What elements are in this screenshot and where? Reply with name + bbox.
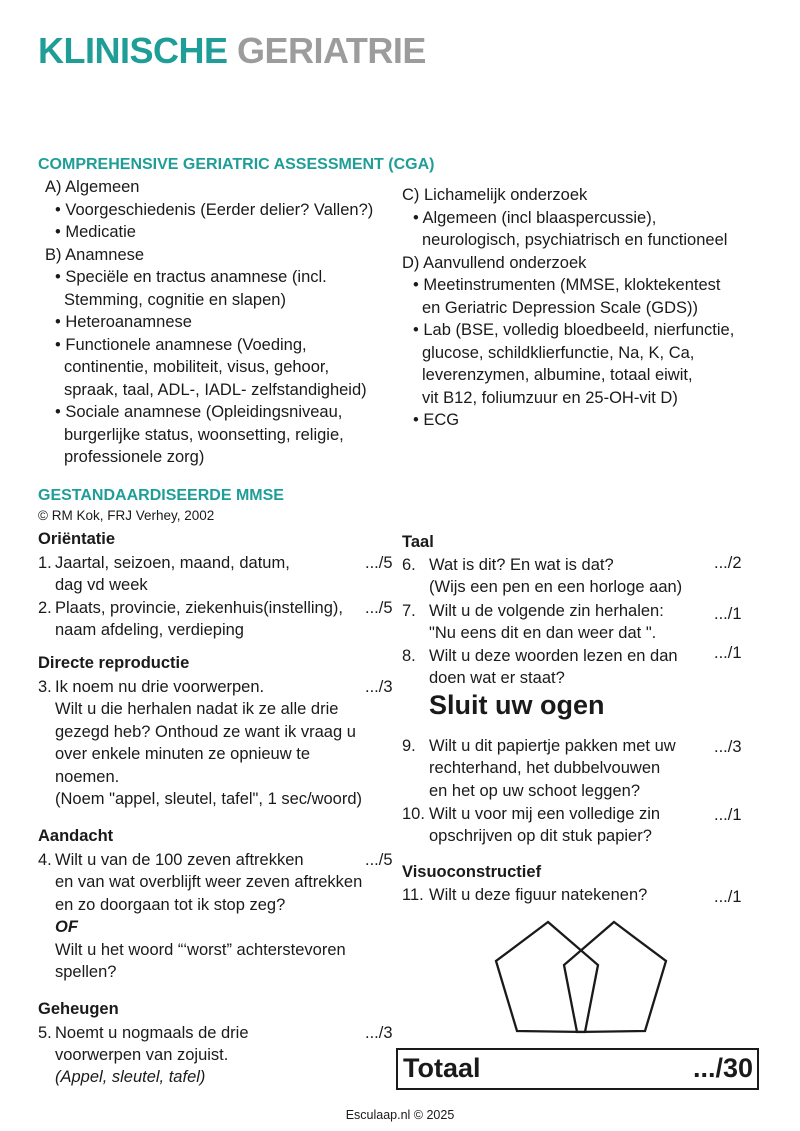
heading-geheugen: Geheugen [38, 1000, 119, 1018]
q4-text: en van wat overblijft weer zeven aftrekken [55, 873, 363, 891]
q2-number: 2. [38, 599, 52, 617]
cga-line: • Meetinstrumenten (MMSE, kloktekentest [413, 276, 721, 294]
q5-number: 5. [38, 1024, 52, 1042]
cga-line: • Functionele anamnese (Voeding, [55, 336, 307, 354]
q3-text: gezegd heb? Onthoud ze want ik vraag u [55, 723, 356, 741]
q8-text: Wilt u deze woorden lezen en dan [429, 647, 678, 665]
q7-text: "Nu eens dit en dan weer dat ". [429, 624, 657, 642]
q3-score: .../3 [365, 678, 393, 696]
q8-text: doen wat er staat? [429, 669, 565, 687]
q3-text: over enkele minuten ze opnieuw te [55, 745, 310, 763]
q4-text: en zo doorgaan tot ik stop zeg? [55, 896, 286, 914]
q3-text: (Noem "appel, sleutel, tafel", 1 sec/woord) [55, 790, 363, 808]
cga-line: neurologisch, psychiatrisch en functioneel [422, 231, 728, 249]
cga-line: • Sociale anamnese (Opleidingsniveau, [55, 403, 343, 421]
cga-line: C) Lichamelijk onderzoek [402, 186, 588, 204]
q9-score: .../3 [714, 738, 742, 756]
q4-score: .../5 [365, 851, 393, 869]
cga-line: continentie, mobiliteit, visus, gehoor, [64, 358, 330, 376]
mmse-title: GESTANDAARDISEERDE MMSE [38, 487, 284, 504]
q11-number: 11. [402, 886, 424, 904]
cga-line: Stemming, cognitie en slapen) [64, 291, 286, 309]
totaal-label: Totaal [403, 1053, 481, 1083]
q11-text: Wilt u deze figuur natekenen? [429, 886, 648, 904]
q7-text: Wilt u de volgende zin herhalen: [429, 602, 664, 620]
q11-score: .../1 [714, 888, 742, 906]
footer-credit: Esculaap.nl © 2025 [345, 1108, 455, 1122]
heading-directe-reproductie: Directe reproductie [38, 654, 190, 672]
q3-text: Ik noem nu drie voorwerpen. [55, 678, 265, 696]
q3-text: Wilt u die herhalen nadat ik ze alle drie [55, 700, 339, 718]
q4-text: spellen? [55, 963, 117, 981]
cga-line: • Medicatie [55, 223, 136, 241]
q6-number: 6. [402, 556, 416, 574]
totaal-score: .../30 [692, 1053, 753, 1083]
q5-score: .../3 [365, 1024, 393, 1042]
q6-text: Wat is dit? En wat is dat? [429, 556, 614, 574]
heading-orientatie: Oriëntatie [38, 530, 116, 548]
q5-text: Noemt u nogmaals de drie [55, 1024, 249, 1042]
cga-line: • Speciële en tractus anamnese (incl. [55, 268, 327, 286]
q4-or: OF [55, 918, 78, 936]
cga-line: B) Anamnese [45, 246, 145, 264]
page-title [38, 30, 426, 72]
cga-line: D) Aanvullend onderzoek [402, 254, 587, 272]
heading-taal: Taal [402, 533, 434, 551]
q7-score: .../1 [714, 605, 742, 623]
intersecting-pentagons-figure [490, 915, 670, 1040]
heading-visuoconstructief: Visuoconstructief [402, 863, 542, 881]
cga-line: • Voorgeschiedenis (Eerder delier? Vallen?) [55, 201, 374, 219]
cga-line: professionele zorg) [64, 448, 205, 466]
q10-text: Wilt u voor mij een volledige zin [429, 805, 661, 823]
q1-score: .../5 [365, 554, 393, 572]
q6-score: .../2 [714, 554, 742, 572]
cga-line: glucose, schildklierfunctie, Na, K, Ca, [422, 344, 695, 362]
pentagon-right [564, 922, 666, 1032]
q5-italic-note: (Appel, sleutel, tafel) [55, 1068, 206, 1086]
cga-line: • Lab (BSE, volledig bloedbeeld, nierfunctie, [413, 321, 735, 339]
q3-text: noemen. [55, 768, 120, 786]
q9-number: 9. [402, 737, 416, 755]
cga-line: en Geriatric Depression Scale (GDS)) [422, 299, 699, 317]
cga-line: • Algemeen (incl blaaspercussie), [413, 209, 657, 227]
title-part-geriatrie: GERIATRIE [237, 30, 426, 71]
q1-text: dag vd week [55, 576, 148, 594]
q2-score: .../5 [365, 599, 393, 617]
cga-line: • Heteroanamnese [55, 313, 192, 331]
cga-line: leverenzymen, albumine, totaal eiwit, [422, 366, 693, 384]
totaal-box [396, 1048, 759, 1090]
q9-text: en het op uw schoot leggen? [429, 782, 640, 800]
q1-text: Jaartal, seizoen, maand, datum, [55, 554, 290, 572]
mmse-copyright: © RM Kok, FRJ Verhey, 2002 [38, 508, 215, 523]
q8-score: .../1 [714, 644, 742, 662]
q6-text: (Wijs een pen en een horloge aan) [429, 578, 683, 596]
q7-number: 7. [402, 602, 416, 620]
q5-text: voorwerpen van zojuist. [55, 1046, 229, 1064]
pentagon-left [496, 922, 598, 1032]
q9-text: rechterhand, het dubbelvouwen [429, 759, 661, 777]
cga-line: spraak, taal, ADL-, IADL- zelfstandigheid) [64, 381, 367, 399]
q3-number: 3. [38, 678, 52, 696]
q8-number: 8. [402, 647, 416, 665]
title-part-klinische: KLINISCHE [38, 30, 228, 71]
heading-aandacht: Aandacht [38, 827, 114, 845]
q4-text: Wilt u van de 100 zeven aftrekken [55, 851, 304, 869]
q2-text: naam afdeling, verdieping [55, 621, 244, 639]
sluit-uw-ogen-instruction: Sluit uw ogen [429, 690, 605, 720]
q10-number: 10. [402, 805, 425, 823]
q9-text: Wilt u dit papiertje pakken met uw [429, 737, 676, 755]
cga-line: vit B12, foliumzuur en 25-OH-vit D) [422, 389, 678, 407]
q1-number: 1. [38, 554, 52, 572]
cga-line: burgerlijke status, woonsetting, religie, [64, 426, 344, 444]
q10-text: opschrijven op dit stuk papier? [429, 827, 652, 845]
cga-line: A) Algemeen [45, 178, 140, 196]
q4-number: 4. [38, 851, 52, 869]
cga-title: COMPREHENSIVE GERIATRIC ASSESSMENT (CGA) [38, 156, 435, 173]
cga-line: • ECG [413, 411, 460, 429]
q2-text: Plaats, provincie, ziekenhuis(instelling), [55, 599, 343, 617]
q10-score: .../1 [714, 806, 742, 824]
q4-text: Wilt u het woord “‘worst” achterstevoren [55, 941, 346, 959]
